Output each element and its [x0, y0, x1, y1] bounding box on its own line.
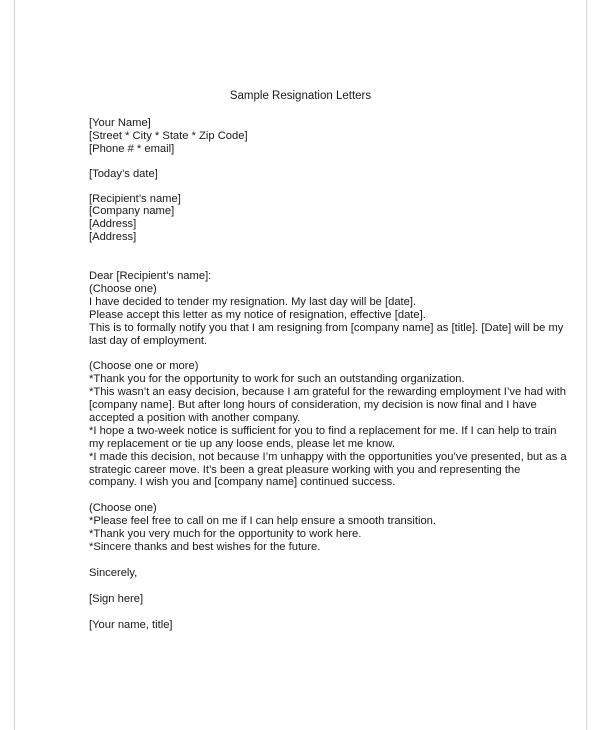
document-page — [14, 0, 587, 730]
body-line: *This wasn’t an easy decision, because I am grateful for the rewarding employment I’ve had with — [89, 386, 566, 399]
recipient-name: [Recipient’s name] — [89, 192, 181, 205]
name-title-placeholder: [Your name, title] — [89, 618, 173, 631]
closing-line: *Thank you very much for the opportunity to work here. — [89, 528, 362, 541]
letter-date: [Today’s date] — [89, 167, 158, 180]
recipient-company: [Company name] — [89, 205, 175, 218]
body-line: my replacement or tie up any loose ends, please let me know. — [89, 437, 395, 450]
closing-options — [89, 502, 559, 554]
signature-placeholder: [Sign here] — [89, 592, 144, 605]
recipient-block — [89, 193, 559, 245]
closing-line: *Please feel free to call on me if I can help ensure a smooth transition. — [89, 515, 437, 528]
sender-block — [89, 117, 559, 156]
body-line: *Thank you for the opportunity to work for such an outstanding organization. — [89, 373, 465, 386]
body-line: company. I wish you and [company name] continued success. — [89, 476, 396, 489]
recipient-address: [Address] — [89, 231, 137, 244]
body-line: [company name]. But after long hours of consideration, my decision is now final and I have — [89, 399, 537, 412]
opening-line: last day of employment. — [89, 334, 208, 347]
salutation: Dear [Recipient’s name]: — [89, 270, 212, 283]
opening-line: This is to formally notify you that I am resigning from [company name] as [title]. [Date] will be my — [89, 321, 564, 334]
closing-line: *Sincere thanks and best wishes for the future. — [89, 541, 321, 554]
sender-contact: [Phone # * email] — [89, 142, 175, 155]
opening-line: I have decided to tender my resignation. My last day will be [date]. — [89, 295, 417, 308]
document-title: Sample Resignation Letters — [229, 90, 372, 102]
recipient-address: [Address] — [89, 218, 137, 231]
body-line: *I hope a two-week notice is sufficient for you to find a replacement for me. If I can help to train — [89, 424, 557, 437]
body-line: accepted a position with another company. — [89, 412, 301, 425]
section-heading: (Choose one or more) — [89, 360, 199, 373]
signoff: Sincerely, — [89, 566, 138, 579]
sender-name: [Your Name] — [89, 117, 151, 129]
body-options — [89, 360, 567, 489]
section-heading: (Choose one) — [89, 502, 157, 515]
body-line: strategic career move. It’s been a great pleasure working with you and representing the — [89, 463, 521, 476]
letter-body — [89, 117, 567, 632]
opening-options — [89, 283, 564, 347]
section-heading: (Choose one) — [89, 283, 157, 296]
body-line: *I made this decision, not because I’m unhappy with the opportunities you’ve presented, but as a — [89, 450, 567, 463]
opening-line: Please accept this letter as my notice of resignation, effective [date]. — [89, 308, 426, 321]
sender-address: [Street * City * State * Zip Code] — [89, 129, 248, 142]
